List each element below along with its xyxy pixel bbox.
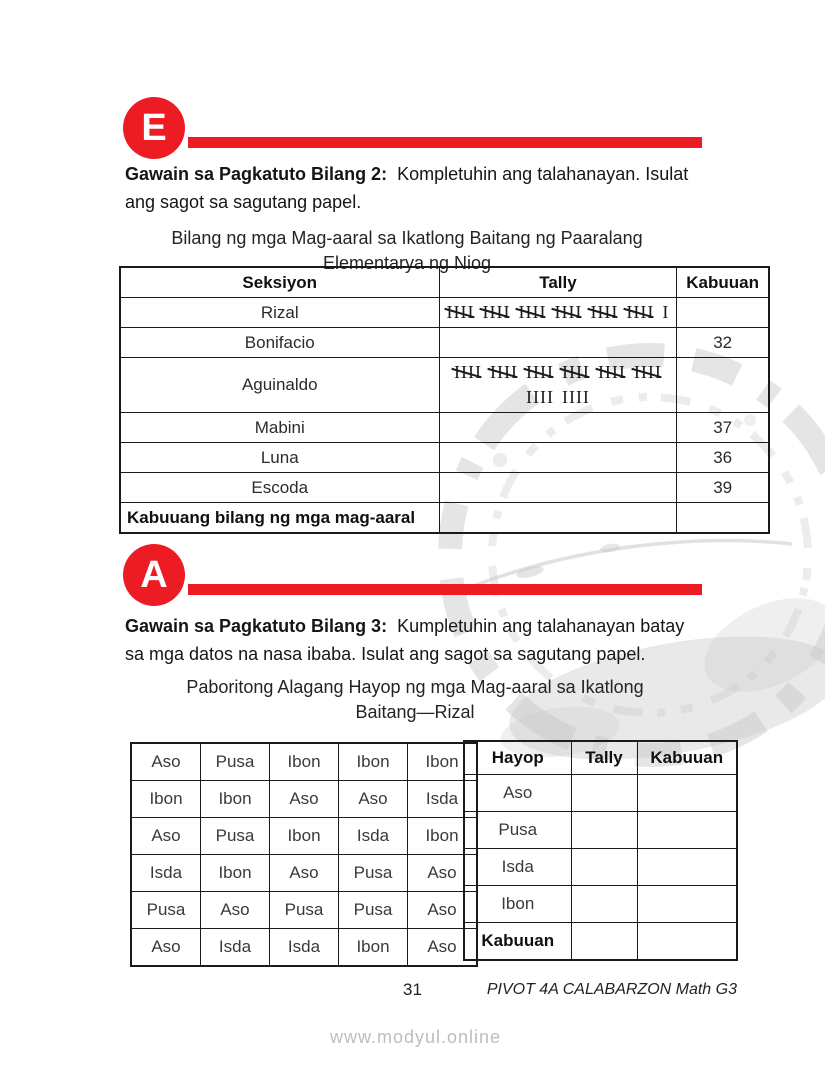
tally-cell [439,298,677,328]
tally-five-mark: IIII [554,300,582,325]
hayop-cell: Isda [464,849,571,886]
tally-mark: I [662,302,670,322]
kabuuan-cell [637,923,737,961]
pet-cell: Ibon [201,855,270,892]
activity3-heading [125,612,749,668]
hayop-cell: Kabuuan [464,923,571,961]
page-number: 31 [403,980,422,999]
site-watermark: www.modyul.online [330,1027,502,1047]
pet-cell: Ibon [339,929,408,967]
pet-cell: Ibon [270,818,339,855]
tally-five-mark: IIII [454,360,482,385]
seksiyon-cell: Mabini [120,413,439,443]
table-row [120,298,769,328]
tally-five-mark: IIII [562,360,590,385]
table2-caption [100,675,730,725]
caption-line: Baitang—Rizal [355,702,475,722]
seksiyon-cell: Aguinaldo [120,358,439,413]
column-header-tally: Tally [439,267,677,298]
kabuuan-cell: 36 [677,443,769,473]
hayop-cell: Pusa [464,812,571,849]
pet-cell: Aso [131,743,201,781]
footer-source: PIVOT 4A CALABARZON Math G3 [486,981,737,998]
table-row [131,781,477,818]
tally-five-mark: IIII [490,360,518,385]
table-row [120,413,769,443]
pet-cell: Pusa [201,818,270,855]
tally-cell [571,812,637,849]
kabuuan-cell: 37 [677,413,769,443]
table-row [131,855,477,892]
kabuuan-cell [637,849,737,886]
table-header-row [120,267,769,298]
caption-line: Elementarya ng Niog [322,253,492,273]
tally-five-mark: IIII [518,300,546,325]
seksiyon-cell: Kabuuang bilang ng mga mag-aaral [120,503,439,534]
heading-line [125,612,749,640]
activity2-heading [125,160,749,216]
pet-cell: Isda [270,929,339,967]
column-header-tally: Tally [571,741,637,775]
table-row [120,473,769,503]
column-header-kabuuan: Kabuuan [677,267,769,298]
seksiyon-cell: Escoda [120,473,439,503]
hayop-cell: Ibon [464,886,571,923]
tally-five-mark: IIII [526,360,554,385]
tally-line [443,300,674,325]
column-header-seksiyon: Seksiyon [120,267,439,298]
kabuuan-cell [677,503,769,534]
table-row [464,923,737,961]
kabuuan-cell [677,358,769,413]
heading-line: ang sagot sa sagutang papel. [125,192,362,212]
column-header-hayop: Hayop [464,741,571,775]
pet-cell: Aso [131,929,201,967]
tally-line [443,385,674,410]
table-row [120,328,769,358]
activity2-label: Gawain sa Pagkatuto Bilang 2: [125,164,388,184]
pet-cell: Aso [408,892,478,929]
pet-cell: Isda [201,929,270,967]
section-badge-e: E [123,97,185,159]
caption-line: Bilang ng mga Mag-aaral sa Ikatlong Baitang ng Paaralang [171,228,643,248]
section-badge-a: A [123,544,185,606]
table-row [120,358,769,413]
pet-cell: Aso [408,855,478,892]
tally-five-mark: IIII [598,360,626,385]
table-row [464,775,737,812]
pet-cell: Ibon [408,743,478,781]
kabuuan-cell [637,886,737,923]
table-row [464,812,737,849]
tally-cell [571,775,637,812]
kabuuan-cell: 32 [677,328,769,358]
kabuuan-cell: 39 [677,473,769,503]
tally-mark: IIII [561,387,590,407]
pet-cell: Aso [408,929,478,967]
pet-cell: Pusa [339,855,408,892]
table-row [120,503,769,534]
tally-five-mark: IIII [626,300,654,325]
tally-five-mark: IIII [590,300,618,325]
tally-cell [439,413,677,443]
pet-cell: Isda [408,781,478,818]
caption-line: Paboritong Alagang Hayop ng mga Mag-aaral sa Ikatlong [186,677,644,697]
table-row [120,443,769,473]
pet-cell: Isda [339,818,408,855]
pet-summary-table [463,740,738,961]
pet-cell: Ibon [408,818,478,855]
heading-line: sa mga datos na nasa ibaba. Isulat ang sagot sa sagutang papel. [125,644,646,664]
tally-cell [439,503,677,534]
pet-cell: Aso [270,781,339,818]
pet-cell: Ibon [131,781,201,818]
pet-cell: Pusa [131,892,201,929]
seksiyon-cell: Luna [120,443,439,473]
kabuuan-cell [637,775,737,812]
table-row [464,886,737,923]
table-row [464,849,737,886]
pet-cell: Ibon [270,743,339,781]
table-row [131,818,477,855]
pet-cell: Pusa [270,892,339,929]
tally-five-mark: IIII [482,300,510,325]
pet-cell: Aso [270,855,339,892]
tally-cell [439,443,677,473]
table-row [131,743,477,781]
pet-cell: Isda [131,855,201,892]
kabuuan-cell [637,812,737,849]
tally-mark: IIII [525,387,554,407]
tally-line [443,360,674,385]
table-header-row [464,741,737,775]
pet-cell: Ibon [339,743,408,781]
activity3-label: Gawain sa Pagkatuto Bilang 3: [125,616,388,636]
heading-line [125,160,749,188]
tally-five-mark: IIII [634,360,662,385]
tally-cell [439,358,677,413]
tally-five-mark: IIII [447,300,475,325]
hayop-cell: Aso [464,775,571,812]
kabuuan-cell [677,298,769,328]
pet-cell: Pusa [201,743,270,781]
activity2-instruction: Kompletuhin ang talahanayan. Isulat [397,164,689,184]
pet-cell: Aso [201,892,270,929]
section-rule [188,584,702,595]
seksiyon-cell: Bonifacio [120,328,439,358]
tally-cell [439,328,677,358]
seksiyon-table [119,266,770,534]
pet-cell: Pusa [339,892,408,929]
section-rule [188,137,702,148]
tally-cell [571,886,637,923]
pet-cell: Aso [131,818,201,855]
pet-cell: Aso [339,781,408,818]
table-row [131,892,477,929]
pet-cell: Ibon [201,781,270,818]
seksiyon-cell: Rizal [120,298,439,328]
table-row [131,929,477,967]
tally-cell [571,923,637,961]
activity3-instruction: Kumpletuhin ang talahanayan batay [397,616,685,636]
pet-data-grid [130,742,478,967]
tally-cell [571,849,637,886]
tally-cell [439,473,677,503]
column-header-kabuuan: Kabuuan [637,741,737,775]
